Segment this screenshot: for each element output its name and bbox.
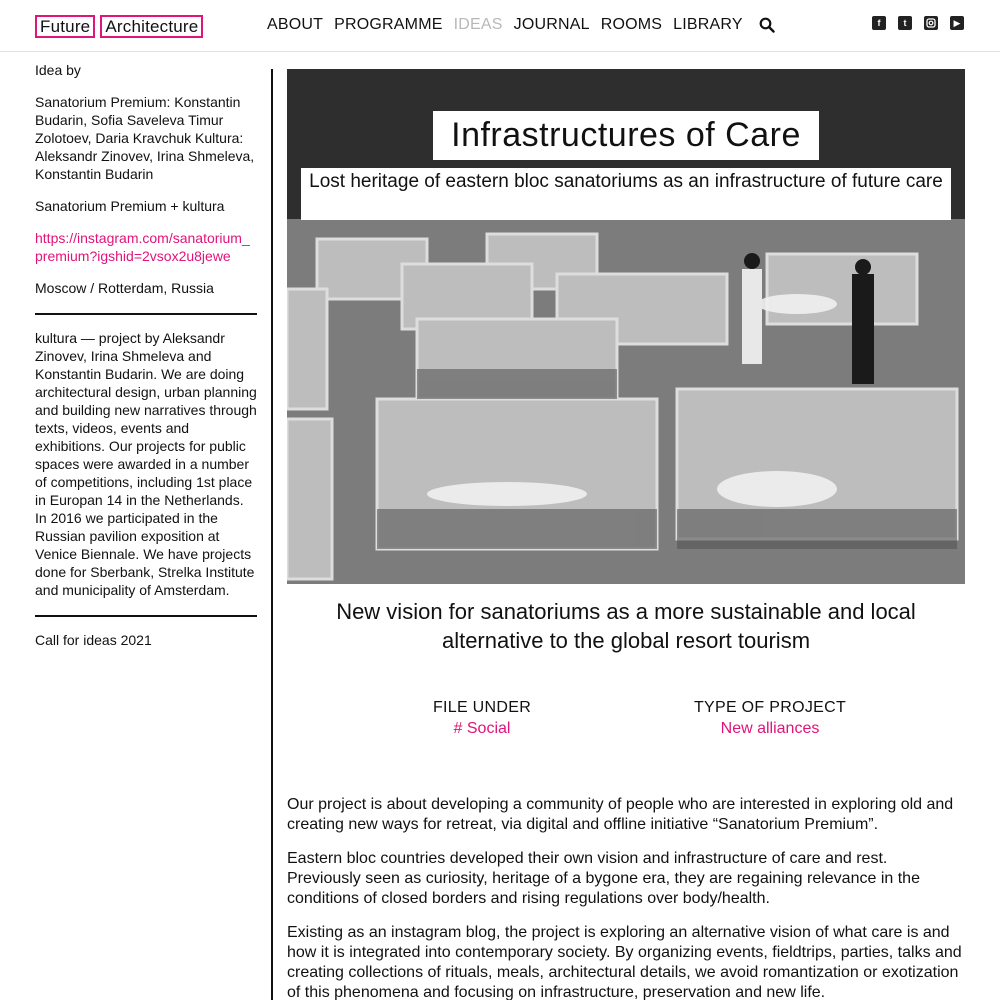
project-type-label: TYPE OF PROJECT	[693, 699, 847, 716]
sidebar-divider	[35, 615, 257, 617]
site-header	[0, 0, 1000, 52]
nav-programme[interactable]: PROGRAMME	[334, 16, 443, 33]
instagram-link[interactable]: https://instagram.com/sanatorium_premium?igshid=2vsox2u8jewe	[35, 230, 250, 264]
project-tagline: New vision for sanatoriums as a more sustainable and local alternative to the global resort tourism	[336, 599, 916, 653]
file-under-tag[interactable]: # Social	[453, 720, 511, 737]
nav-journal[interactable]: JOURNAL	[513, 16, 590, 33]
paragraph: Our project is about developing a community of people who are interested in exploring old and creating new ways for retreat, via digital and offline initiative “Sanatorium Premium”.	[287, 796, 954, 833]
logo-word-architecture[interactable]: Architecture	[100, 15, 203, 38]
paragraph: Eastern bloc countries developed their own vision and infrastructure of care and rest. Previously seen as curiosity, heritage of a bygone era, they are regaining relevance in the conditions of closed borders and rising regulations over body/health.	[287, 850, 920, 907]
idea-by-label: Idea by	[35, 62, 81, 78]
paragraph: Existing as an instagram blog, the project is exploring an alternative vision of what care is and how it is integrated into contemporary society. By organizing events, fieldtrips, parties, talks and creating collections of rituals, meals, architectural details, we avoid romantization or exotization of this phenomena and focusing on infrastructure, preservation and new life.	[287, 924, 962, 1000]
project-sidebar	[35, 61, 257, 663]
page-title: Infrastructures of Care	[433, 111, 819, 160]
sidebar-divider	[35, 313, 257, 315]
authors: Sanatorium Premium: Konstantin Budarin, Sofia Saveleva Timur Zolotoev, Daria Kravchuk Kultura: Aleksandr Zinovev, Irina Shmeleva, Konstantin Budarin	[35, 94, 255, 182]
file-under-label: FILE UNDER	[432, 699, 532, 716]
instagram-icon[interactable]	[924, 16, 938, 30]
facebook-icon[interactable]: f	[872, 16, 886, 30]
logo-word-future[interactable]: Future	[35, 15, 95, 38]
nav-about[interactable]: ABOUT	[267, 16, 324, 33]
project-type-tag[interactable]: New alliances	[720, 720, 820, 737]
file-under	[372, 697, 592, 739]
location: Moscow / Rotterdam, Russia	[35, 280, 214, 296]
team-name: Sanatorium Premium + kultura	[35, 198, 225, 214]
nav-rooms[interactable]: ROOMS	[600, 16, 663, 33]
project-type	[660, 697, 880, 739]
nav-ideas[interactable]: IDEAS	[453, 16, 503, 33]
team-bio: kultura — project by Aleksandr Zinovev, Irina Shmeleva and Konstantin Budarin. We are doing architectural design, urban planning and building new narratives through texts, videos, events and exhibitions. Our projects for public spaces were awarded in a number of competitions, including 1st place in Europan 14 in the Netherlands. In 2016 we participated in the Russian pavilion exposition at Venice Biennale. We have projects done for Sberbank, Strelka Institute and municipality of Amsterdam.	[35, 330, 257, 598]
page-subtitle: Lost heritage of eastern bloc sanatoriums as an infrastructure of future care	[301, 168, 951, 220]
site-logo[interactable]	[35, 15, 203, 38]
search-icon[interactable]	[759, 17, 775, 33]
hero-image	[287, 69, 965, 584]
twitter-icon[interactable]: t	[898, 16, 912, 30]
main-nav	[267, 16, 775, 34]
column-divider	[271, 69, 273, 1000]
project-description	[287, 795, 965, 1000]
call-for-ideas[interactable]: Call for ideas 2021	[35, 632, 152, 648]
youtube-icon[interactable]: ▶	[950, 16, 964, 30]
nav-library[interactable]: LIBRARY	[673, 16, 743, 33]
social-links	[872, 16, 964, 30]
